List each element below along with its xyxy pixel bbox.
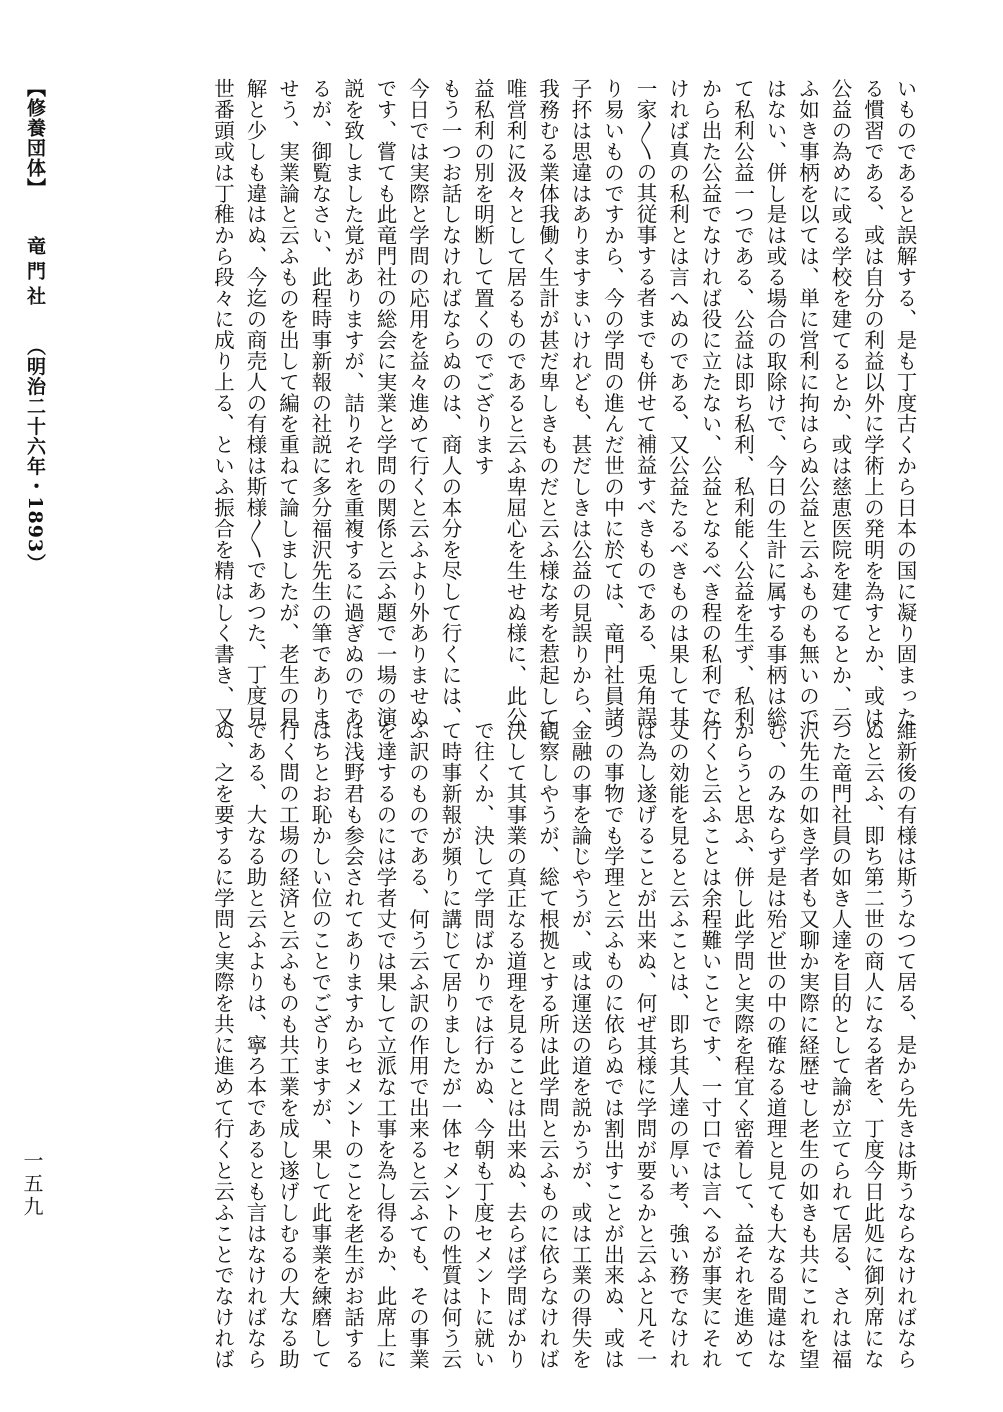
text-column: て時事新報が頻りに講じて居りましたが一体セメントの性質は何う云 <box>438 720 462 1370</box>
text-column: ば為し遂げることが出来ぬ、何ぜ其様に学問が要るかと云ふと凡そ一 <box>633 720 657 1370</box>
text-column: で往くか、決して学問ばかりでは行かぬ、今朝も丁度セメントに就い <box>470 720 495 1370</box>
text-column: を達するのには学者丈では果して立派な工事を為し得るか、此席上に <box>373 720 397 1370</box>
text-column: 子抔は思違はありますまいけれども、甚だしきは公益の見誤りから、 <box>568 78 592 728</box>
upper-text-block <box>81 78 921 728</box>
text-column: 維新後の有様は斯うなつて居る、是から先きは斯うならなければなら <box>893 720 917 1370</box>
text-column: 一家〳〵の其従事する者までも併せて補益すべきものである、兎角誤 <box>633 78 657 727</box>
text-column: ふ訳のものである、何う云ふ訳の作用で出来ると云ふても、その事業 <box>405 720 430 1370</box>
text-column: 丈の効能を見ると云ふことは、即ち其人達の厚い考、強い務でなけれ <box>665 720 690 1370</box>
company-name: 竜門社 <box>24 235 46 311</box>
text-column: つの事物でも学理と云ふものに依らぬでは割出すことが出来ぬ、或は <box>600 720 625 1370</box>
text-column: 世番頭或は丁稚から段々に成り上る、といふ振合を精はしく書き、又 <box>210 78 235 728</box>
lower-text-block <box>81 720 921 1370</box>
text-column: 金融の事を論じやうが、或は運送の道を説かうが、或は工業の得失を <box>568 720 592 1370</box>
text-column: から出た公益でなければ役に立たない、公益となるべき程の私利でな <box>698 78 722 728</box>
text-column: 決して其事業の真正なる道理を見ることは出来ぬ、去らば学問ばかり <box>503 720 527 1370</box>
text-column: 解と少しも違はぬ、今迄の商売人の有様は斯様〳〵であつた、丁度見 <box>243 78 267 727</box>
text-column: り易いものですから、今の学問の進んだ世の中に於ては、竜門社員諸 <box>600 78 625 728</box>
text-column: はちとお恥かしい位のことでござりますが、果して此事業を練磨して <box>308 720 332 1370</box>
running-header <box>22 78 49 573</box>
text-column: は浅野君も参会されてありますからセメントのことを老生がお話する <box>340 720 365 1370</box>
text-column: 今日では実際と学問の応用を益々進めて行くと云ふより外ありませぬ <box>405 78 430 728</box>
text-column: 行く間の工場の経済と云ふものも共工業を成し遂げしむるの大なる助 <box>275 720 300 1370</box>
text-column: もう一つお話しなければならぬのは、商人の本分を尽して行くには、 <box>438 78 462 728</box>
text-column: ぬ、之を要するに学問と実際を共に進めて行くと云ふことでなければ <box>210 720 235 1370</box>
text-column: る慣習である、或は自分の利益以外に学術上の発明を為すとか、或は <box>860 78 885 728</box>
text-column: ぬと云ふ、即ち第二世の商人になる者を、丁度今日此処に御列席にな <box>860 720 885 1370</box>
text-column: 益私利の別を明断して置くのでござります <box>470 78 495 477</box>
text-column: せう、実業論と云ふものを出して編を重ねて論しましたが、老生の見 <box>275 78 300 728</box>
text-column: む、のみならず是は殆ど世の中の確なる道理と見ても大なる間違はな <box>763 720 787 1370</box>
text-column: るが、御覧なさい、此程時事新報の社説に多分福沢先生の筆でありま <box>308 78 332 728</box>
text-column: 説を致しました覚がありますが、詰りそれを重複するに過ぎぬのであ <box>340 78 365 728</box>
text-column: 公益の為めに或る学校を建てるとか、或は慈恵医院を建てるとか、云 <box>828 78 852 728</box>
section-label: 【修養団体】 <box>24 78 46 198</box>
page-number: 一五九 <box>20 1150 44 1219</box>
text-column: 沢先生の如き学者も又聊か実際に経歴せし老生の如きも共にこれを望 <box>795 720 820 1370</box>
text-column: て私利公益一つである、公益は即ち私利、私利能く公益を生ず、私利 <box>730 78 755 728</box>
era-label: （明治二十六年・1893） <box>24 336 46 574</box>
text-column: 我務むる業体我働く生計が甚だ卑しきものだと云ふ様な考を惹起して <box>535 78 560 728</box>
text-column: ければ真の私利とは言へぬのである、又公益たるべきものは果して其 <box>665 78 690 728</box>
text-column: 唯営利に汲々として居るものであると云ふ卑屈心を生せぬ様に、此公 <box>503 78 527 728</box>
text-column: からうと思ふ、併し此学問と実際を程宜く密着して、益それを進めて <box>730 720 755 1370</box>
text-column: ふ如き事柄を以ては、単に営利に拘はらぬ公益と云ふものも無いので <box>795 78 820 728</box>
text-column: つた竜門社員の如き人達を目的として論が立てられて居る、されは福 <box>828 720 852 1370</box>
text-column: である、大なる助と云ふよりは、寧ろ本であるとも言はなければなら <box>243 720 267 1370</box>
text-column: いものであると誤解する、是も丁度古くから日本の国に凝り固まった <box>893 78 917 728</box>
text-column: 行くと云ふことは余程難いことです、一寸口では言へるが事実にそれ <box>698 720 722 1370</box>
text-column: 観察しやうが、総て根拠とする所は此学問と云ふものに依らなければ <box>535 720 560 1370</box>
text-column: です、嘗ても此竜門社の総会に実業と学問の関係と云ふ題で一場の演 <box>373 78 397 728</box>
text-column: はない、併し是は或る場合の取除けで、今日の生計に属する事柄は総 <box>763 78 787 728</box>
